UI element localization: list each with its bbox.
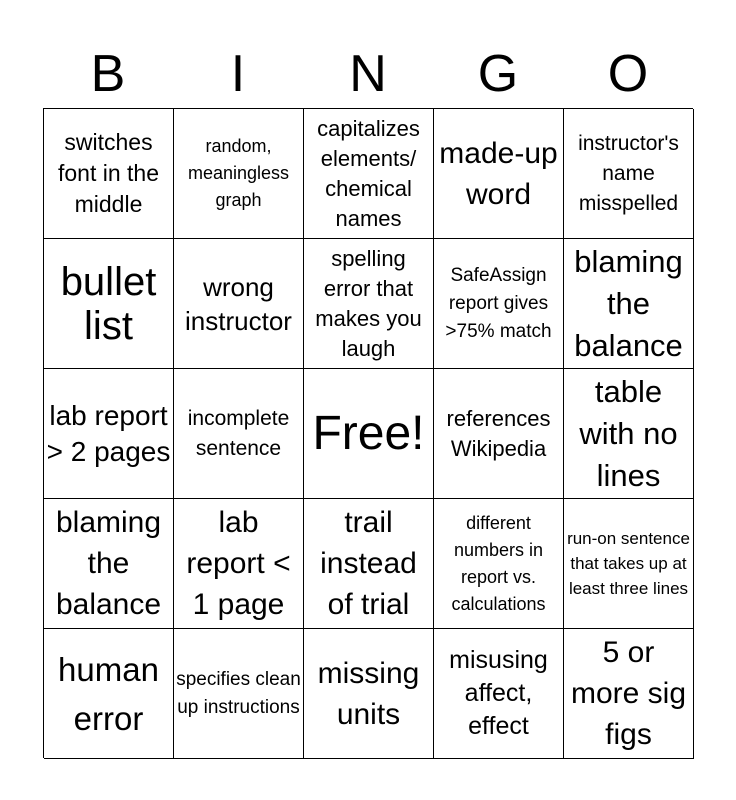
cell-text: bullet list bbox=[60, 259, 157, 348]
cell-text: blaming the balance bbox=[574, 243, 683, 363]
cell-text: lab report > 2 pages bbox=[46, 399, 171, 467]
bingo-cell-r5-c1[interactable] bbox=[44, 629, 174, 759]
bingo-cell-r1-c3[interactable] bbox=[304, 109, 434, 239]
bingo-cell-r3-c1[interactable] bbox=[44, 369, 174, 499]
bingo-cell-r5-c5[interactable] bbox=[564, 629, 694, 759]
bingo-header bbox=[43, 42, 693, 106]
bingo-cell-r4-c2[interactable] bbox=[174, 499, 304, 629]
cell-text: spelling error that makes you laugh bbox=[315, 245, 422, 361]
bingo-cell-r3-c2[interactable] bbox=[174, 369, 304, 499]
bingo-cell-r4-c1[interactable] bbox=[44, 499, 174, 629]
cell-text: different numbers in report vs. calculations bbox=[451, 512, 546, 614]
bingo-cell-r3-c5[interactable] bbox=[564, 369, 694, 499]
bingo-cell-r5-c2[interactable] bbox=[174, 629, 304, 759]
bingo-cell-r4-c4[interactable] bbox=[434, 499, 564, 629]
bingo-cell-r1-c1[interactable] bbox=[44, 109, 174, 239]
cell-text: lab report < 1 page bbox=[186, 506, 291, 621]
cell-text: incomplete sentence bbox=[187, 406, 290, 460]
bingo-cell-r5-c3[interactable] bbox=[304, 629, 434, 759]
cell-text: 5 or more sig figs bbox=[570, 636, 687, 751]
cell-text: missing units bbox=[317, 656, 420, 731]
bingo-cell-r1-c5[interactable] bbox=[564, 109, 694, 239]
header-letter-i: I bbox=[230, 45, 246, 103]
cell-text: switches font in the middle bbox=[57, 129, 160, 217]
cell-text: SafeAssign report gives >75% match bbox=[445, 264, 552, 342]
cell-text: blaming the balance bbox=[55, 506, 162, 621]
bingo-board bbox=[43, 108, 693, 758]
cell-text: random, meaningless graph bbox=[187, 136, 290, 210]
bingo-cell-r2-c1[interactable] bbox=[44, 239, 174, 369]
cell-text: capitalizes elements/ chemical names bbox=[317, 115, 420, 231]
bingo-cell-r5-c4[interactable] bbox=[434, 629, 564, 759]
cell-text: run-on sentence that takes up at least three lines bbox=[567, 529, 690, 598]
header-letter-n: N bbox=[349, 45, 387, 103]
bingo-cell-r2-c3[interactable] bbox=[304, 239, 434, 369]
bingo-cell-r3-c3-free-space[interactable] bbox=[304, 369, 434, 499]
cell-text: instructor's name misspelled bbox=[578, 131, 679, 215]
header-letter-o: O bbox=[607, 45, 649, 103]
bingo-cell-r3-c4[interactable] bbox=[434, 369, 564, 499]
bingo-cell-r1-c4[interactable] bbox=[434, 109, 564, 239]
free-space-text: Free! bbox=[312, 406, 425, 460]
cell-text: references Wikipedia bbox=[446, 405, 551, 461]
cell-text: made-up word bbox=[439, 136, 558, 211]
bingo-cell-r1-c2[interactable] bbox=[174, 109, 304, 239]
cell-text: table with no lines bbox=[579, 373, 678, 493]
cell-text: human error bbox=[58, 650, 159, 737]
bingo-cell-r4-c5[interactable] bbox=[564, 499, 694, 629]
cell-text: trail instead of trial bbox=[320, 506, 417, 621]
bingo-cell-r2-c5[interactable] bbox=[564, 239, 694, 369]
bingo-cell-r2-c4[interactable] bbox=[434, 239, 564, 369]
bingo-cell-r2-c2[interactable] bbox=[174, 239, 304, 369]
header-letter-b: B bbox=[90, 45, 126, 103]
cell-text: wrong instructor bbox=[185, 271, 292, 336]
cell-text: misusing affect, effect bbox=[449, 646, 548, 740]
header-letter-g: G bbox=[477, 45, 519, 103]
bingo-cell-r4-c3[interactable] bbox=[304, 499, 434, 629]
cell-text: specifies clean up instructions bbox=[176, 668, 301, 718]
